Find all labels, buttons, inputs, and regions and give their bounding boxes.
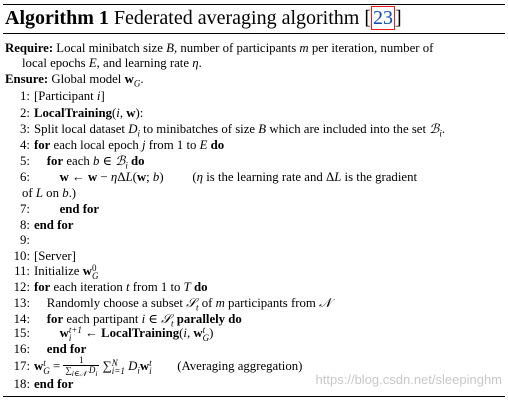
- algo-line-6: 6: w ← w − ηΔL(w; b) (η is the learning rate and ΔL is the gradient: [20, 170, 418, 184]
- algorithm-label: Algorithm 1: [5, 7, 109, 29]
- ensure-line: Ensure: Global model $w_G$.: [5, 72, 144, 89]
- citation-link[interactable]: 23: [373, 7, 394, 29]
- algorithm-title: Algorithm 1 Federated averaging algorithm [ 23 ]: [5, 7, 402, 29]
- require-line-cont: local epochs E, and learning rate η.: [22, 56, 202, 70]
- algo-line-1: 1: [Participant i]: [20, 89, 105, 103]
- algo-line-14: 14: for each partipant i ∈ 𝒮$_t$ parallely do: [13, 312, 242, 329]
- algo-line-7: 7: end for: [20, 202, 100, 216]
- algo-line-3: 3: Split local dataset $D_i$ to minibatches of size B which are included into the set ℬ$_i$.: [20, 122, 446, 139]
- algo-line-16: 16: end for: [13, 342, 87, 356]
- algo-line-17: 17: w t G = $\frac{1}{\sum_{i\in 𝒩} D_i}$ ∑ N i=1 $D_iw$ t i (Averaging aggregation): [13, 355, 303, 378]
- require-line: Require: Local minibatch size B, number of participants m per iteration, number of: [5, 41, 434, 55]
- algo-line-15: 15: w t+1 i ← LocalTraining(i, w t G ): [13, 325, 214, 344]
- watermark: https://blog.csdn.net/sleepinghm: [315, 372, 502, 387]
- algo-line-9: 9:: [20, 233, 30, 247]
- algo-line-10: 10: [Server]: [13, 249, 76, 263]
- require-keyword: Require:: [5, 41, 54, 55]
- bottom-rule: [3, 396, 505, 397]
- top-rule: [3, 4, 505, 5]
- algo-line-4: 4: for each local epoch j from 1 to E do: [20, 138, 225, 152]
- title-rule: [3, 33, 505, 34]
- algo-line-13: 13: Randomly choose a subset 𝒮$_t$ of m participants from 𝒩: [13, 296, 332, 313]
- algo-line-5: 5: for each b ∈ ℬ$_i$ do: [20, 154, 145, 171]
- algo-line-2: 2: LocalTraining(i, w):: [20, 106, 144, 120]
- algo-line-18: 18: end for: [13, 377, 74, 391]
- algo-line-8: 8: end for: [20, 218, 74, 232]
- algorithm-name: Federated averaging algorithm: [113, 7, 360, 29]
- algo-line-12: 12: for each iteration t from 1 to T do: [13, 280, 208, 294]
- ensure-keyword: Ensure:: [5, 72, 49, 86]
- aggregation-comment: (Averaging aggregation): [177, 358, 303, 373]
- algo-line-11: 11: Initialize w 0 G: [14, 263, 99, 282]
- algo-line-6-cont: of L on b.): [22, 186, 77, 200]
